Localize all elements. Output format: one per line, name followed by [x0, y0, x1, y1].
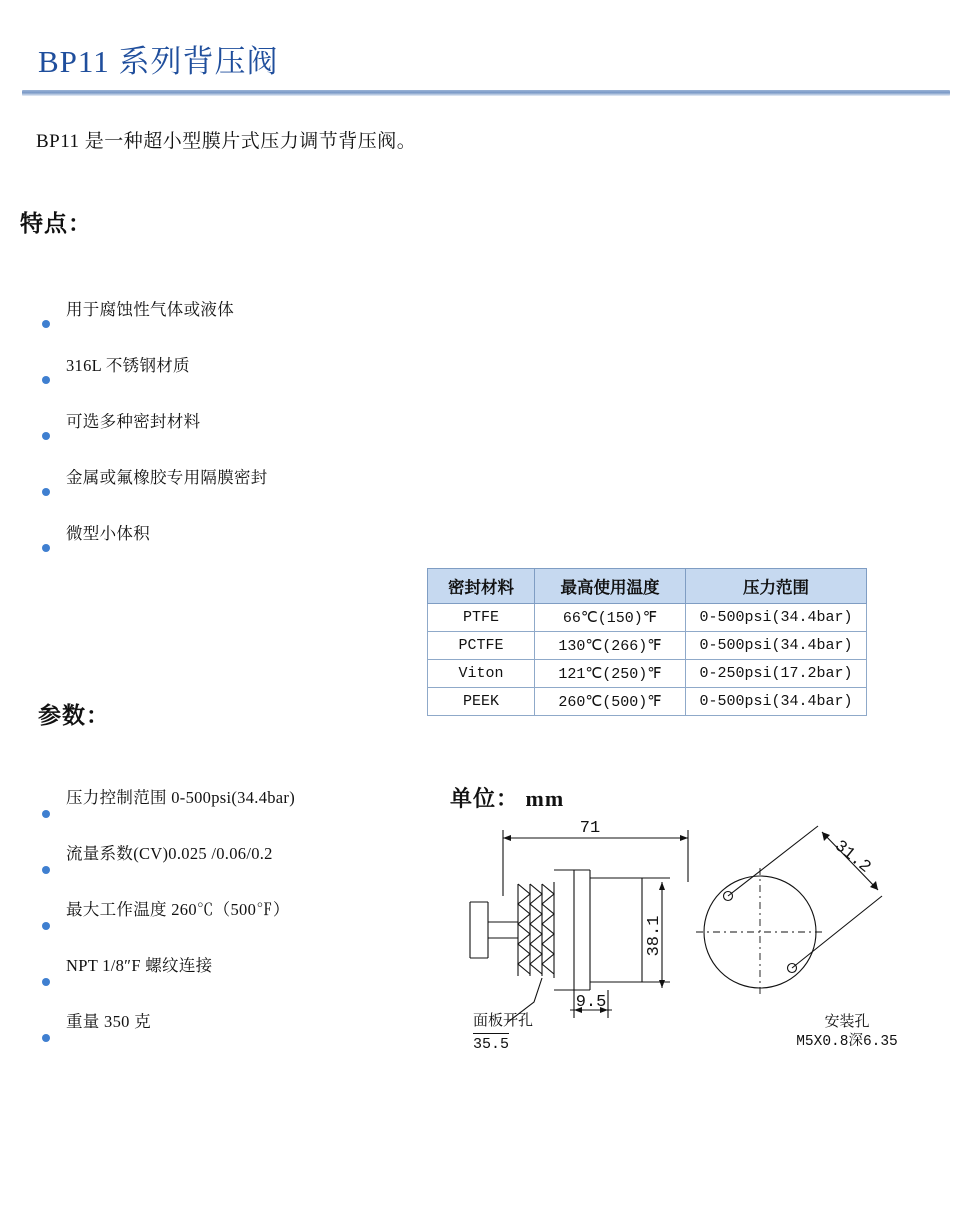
list-item [36, 520, 416, 576]
table-row [428, 632, 867, 660]
cell-material: PEEK [428, 688, 535, 716]
table-row [428, 688, 867, 716]
cell-pressure: 0-500psi(34.4bar) [686, 688, 867, 716]
cell-temperature: 121℃(250)℉ [535, 660, 686, 688]
bullet-dot-icon [42, 810, 50, 818]
bullet-dot-icon [42, 866, 50, 874]
list-item [36, 464, 416, 520]
bullet-dot-icon [42, 922, 50, 930]
dimension-diameter: 31.2 [830, 837, 875, 878]
list-item-label: 微型小体积 [66, 524, 150, 543]
dimension-thread: 9.5 [575, 993, 607, 1012]
table-row [428, 604, 867, 632]
mount-hole-label: 安装孔 [824, 1014, 870, 1030]
list-item-label: 316L 不锈钢材质 [66, 356, 190, 375]
features-list [36, 296, 416, 576]
mount-hole-spec: M5X0.8深6.35 [796, 1034, 898, 1050]
bullet-dot-icon [42, 376, 50, 384]
list-item [36, 296, 416, 352]
list-item [36, 786, 416, 842]
cell-pressure: 0-250psi(17.2bar) [686, 660, 867, 688]
cell-material: PTFE [428, 604, 535, 632]
panel-hole-label: 面板开孔 [473, 1013, 534, 1029]
table-row [428, 660, 867, 688]
features-heading: 特点： [20, 211, 92, 236]
technical-drawing [430, 810, 950, 1100]
panel-hole-caption [473, 1012, 533, 1054]
list-item-label: 可选多种密封材料 [66, 412, 201, 431]
bullet-dot-icon [42, 978, 50, 986]
intro-paragraph: BP11 是一种超小型膜片式压力调节背压阀。 [36, 131, 417, 152]
list-item-label: 流量系数(CV)0.025 /0.06/0.2 [66, 844, 273, 863]
list-item-label: 压力控制范围 0-500psi(34.4bar) [66, 788, 296, 807]
list-item-label: 金属或氟橡胶专用隔膜密封 [66, 468, 268, 487]
list-item [36, 898, 416, 954]
cell-temperature: 66℃(150)℉ [535, 604, 686, 632]
table-header-pressure: 压力范围 [686, 569, 867, 604]
list-item [36, 842, 416, 898]
cell-pressure: 0-500psi(34.4bar) [686, 604, 867, 632]
list-item-label: 用于腐蚀性气体或液体 [66, 300, 234, 319]
cell-pressure: 0-500psi(34.4bar) [686, 632, 867, 660]
panel-hole-value: 35.5 [473, 1033, 509, 1054]
dimension-height: 38.1 [645, 915, 664, 957]
list-item [36, 408, 416, 464]
dimension-width: 71 [579, 819, 601, 838]
mount-hole-caption [752, 1012, 942, 1052]
cell-temperature: 260℃(500)℉ [535, 688, 686, 716]
table-header-material: 密封材料 [428, 569, 535, 604]
list-item [36, 1010, 416, 1066]
bullet-dot-icon [42, 432, 50, 440]
bullet-dot-icon [42, 544, 50, 552]
page-title: BP11 系列背压阀 [38, 44, 279, 79]
list-item-label: NPT 1/8″F 螺纹连接 [66, 956, 213, 975]
list-item-label: 最大工作温度 260℃（500℉） [66, 900, 290, 919]
list-item-label: 重量 350 克 [66, 1012, 151, 1031]
bullet-dot-icon [42, 1034, 50, 1042]
parameters-heading: 参数： [38, 703, 110, 728]
bullet-dot-icon [42, 320, 50, 328]
title-divider [22, 90, 950, 96]
bullet-dot-icon [42, 488, 50, 496]
table-header-row [428, 569, 867, 604]
parameters-list [36, 786, 416, 1066]
list-item [36, 352, 416, 408]
table-header-temperature: 最高使用温度 [535, 569, 686, 604]
cell-temperature: 130℃(266)℉ [535, 632, 686, 660]
list-item [36, 954, 416, 1010]
drawing-unit-label: 单位： mm [450, 786, 565, 811]
seal-material-table [427, 568, 867, 716]
cell-material: Viton [428, 660, 535, 688]
cell-material: PCTFE [428, 632, 535, 660]
